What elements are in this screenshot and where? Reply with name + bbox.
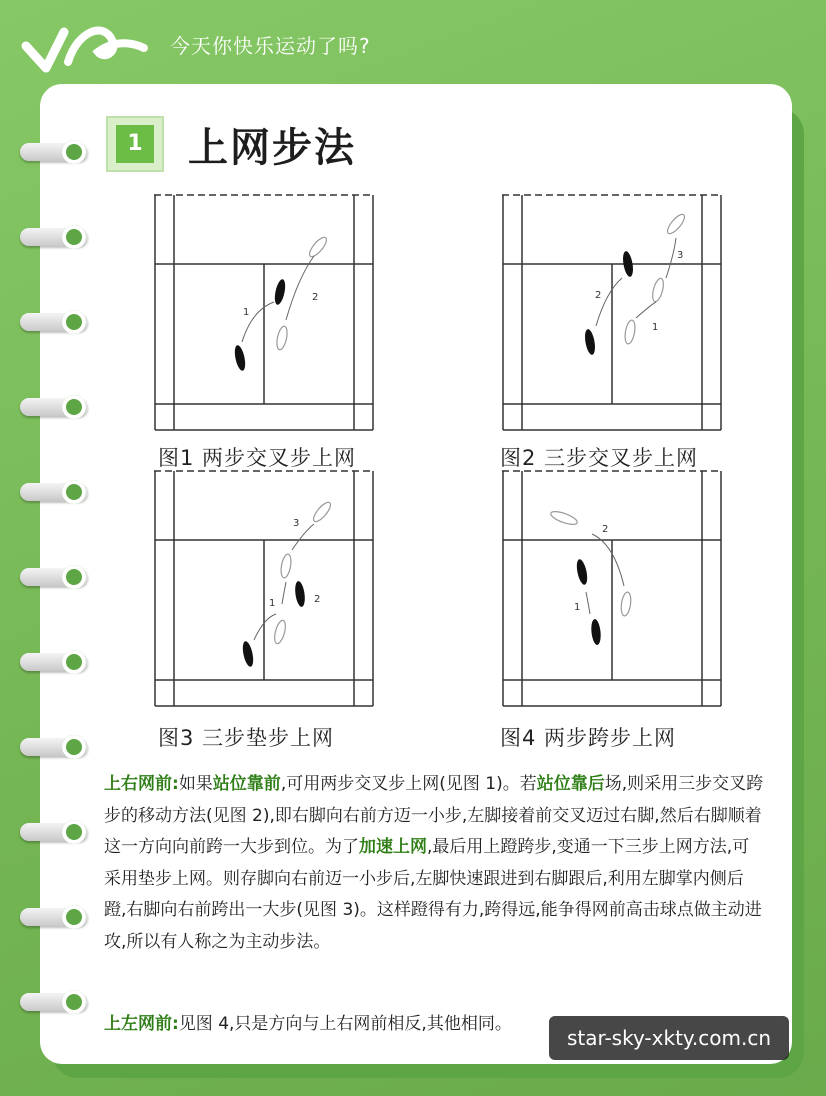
paragraph-text: 如果 [178, 774, 213, 794]
binder-ring [20, 143, 88, 161]
step-label: 2 [314, 594, 321, 605]
binder-ring [20, 653, 88, 671]
paragraph-text: 见图 4,只是方向与上右网前相反,其他相同。 [178, 1014, 512, 1034]
section-title: 上网步法 [188, 125, 356, 171]
figure-caption-4: 图4 两步跨步上网 [500, 726, 677, 750]
figure-caption-3: 图3 三步垫步上网 [158, 726, 335, 750]
step-label: 1 [652, 322, 659, 333]
step-label: 2 [595, 290, 602, 301]
court-diagram-4 [502, 468, 722, 708]
court-diagram-2 [502, 192, 722, 432]
binder-ring [20, 823, 88, 841]
step-label: 1 [574, 602, 581, 613]
step-label: 3 [677, 250, 684, 261]
binder-ring [20, 483, 88, 501]
binder-ring [20, 993, 88, 1011]
highlight-text: 站位靠后 [536, 774, 605, 794]
court-diagram-1 [154, 192, 374, 432]
court-diagram-3 [154, 468, 374, 708]
section-number-badge [106, 116, 164, 172]
highlight-text: 站位靠前 [212, 774, 281, 794]
logo-icon [20, 12, 150, 74]
step-label: 2 [602, 524, 609, 535]
header-title: 今天你快乐运动了吗? [170, 34, 371, 58]
highlight-text: 加速上网 [359, 837, 427, 857]
watermark: star-sky-xkty.com.cn [549, 1016, 789, 1060]
step-label: 1 [243, 307, 250, 318]
step-label: 2 [312, 292, 319, 303]
section-number: 1 [116, 125, 154, 163]
step-label: 1 [269, 598, 276, 609]
figure-caption-2: 图2 三步交叉步上网 [500, 446, 699, 470]
binder-ring [20, 313, 88, 331]
paragraph-text: 场,则采用三步交叉跨步的移动方法(见图 2),即右脚向右前方迈一小步,左脚接着前交叉迈过右脚,然后右脚顺着这一方向向前跨一大步到位。为了 [104, 774, 764, 857]
binder-ring [20, 738, 88, 756]
binder-ring [20, 398, 88, 416]
binder-ring [20, 568, 88, 586]
paragraph-lead: 上右网前: [104, 774, 179, 794]
binder-ring [20, 228, 88, 246]
step-label: 3 [293, 518, 300, 529]
paragraph-text: ,最后用上蹬跨步,变通一下三步上网方法,可采用垫步上网。则存脚向右前迈一小步后,左脚快速跟进到右脚跟后,利用左脚掌内侧后蹬,右脚向右前跨出一大步(见图 3)。这样蹬得有力,跨得远,能争得网前高击球点做主动进攻,所以有人称之为主动步法。 [104, 837, 762, 952]
figure-caption-1: 图1 两步交叉步上网 [158, 446, 357, 470]
paragraph-text: ,可用两步交叉步上网(见图 1)。若 [280, 774, 537, 794]
paragraph-right-net [104, 769, 764, 958]
paragraph-lead: 上左网前: [104, 1014, 179, 1034]
binder-ring [20, 908, 88, 926]
